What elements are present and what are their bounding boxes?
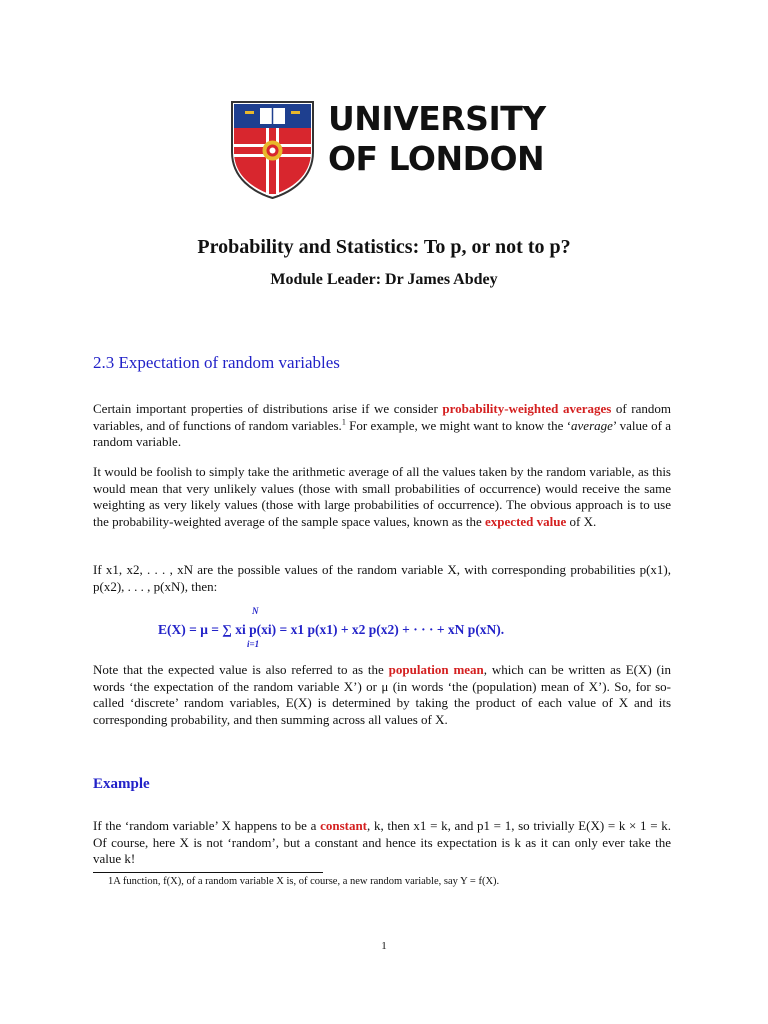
highlight-term: constant bbox=[320, 818, 368, 833]
page-number: 1 bbox=[381, 940, 387, 952]
highlight-term: population mean bbox=[388, 662, 484, 677]
paragraph-population-mean bbox=[93, 662, 671, 728]
text-run: If the ‘random variable’ X happens to be a bbox=[93, 818, 321, 833]
section-heading: 2.3 Expectation of random variables bbox=[93, 353, 340, 372]
footnote-marker: 1 bbox=[341, 417, 346, 427]
text-run: of random variables, and of functions of random variables. bbox=[93, 401, 672, 433]
sum-lower-limit: i=1 bbox=[247, 639, 260, 649]
text-run: For example, we might want to know the ‘ bbox=[345, 417, 572, 433]
text-run: , k, then x1 = k, and p1 = 1, so trivially E(X) = k × 1 = k. Of course, here X is not ‘random’, but a constant and hence its expectation is k as it can only ever take the value k! bbox=[93, 818, 671, 867]
footnote-divider bbox=[93, 872, 323, 873]
paragraph-weighted-average bbox=[93, 464, 671, 530]
text-run: Note that the expected value is also referred to as the bbox=[93, 662, 389, 677]
paragraph-example bbox=[93, 818, 671, 868]
sum-upper-limit: N bbox=[252, 606, 259, 616]
text-run: of X. bbox=[566, 513, 597, 529]
document-title: Probability and Statistics: To p, or not to p? bbox=[197, 236, 571, 258]
university-crest-icon bbox=[230, 100, 315, 200]
paragraph-definition: If x1, x2, . . . , xN are the possible values of the random variable X, with corresponding probabilities p(x1), p(x2), . . . , p(xN), then: bbox=[93, 562, 671, 594]
text-run: ’ value of a random variable. bbox=[93, 417, 671, 450]
document-subtitle: Module Leader: Dr James Abdey bbox=[270, 271, 498, 288]
paragraph-intro bbox=[93, 401, 671, 451]
formula-expression: E(X) = μ = ∑ xi p(xi) = x1 p(x1) + x2 p(x2) + · · · + xN p(xN). bbox=[158, 622, 505, 637]
logo-line-1: UNIVERSITY bbox=[328, 99, 546, 138]
text-run: It would be foolish to simply take the arithmetic average of all the values taken by the random variable, as this would mean that very unlikely values (those with small probabilities of occurrence) would receive the same weighting as very likely values (those with large probabilities of occurrence). The obvious approach is to use the probability-weighted average of the sample space values, known as the bbox=[93, 464, 671, 529]
expected-value-formula bbox=[0, 606, 768, 652]
example-heading: Example bbox=[93, 776, 150, 792]
text-run: Certain important properties of distributions arise if we consider bbox=[93, 401, 443, 416]
university-logo bbox=[230, 100, 550, 200]
text-run: , which can be written as E(X) (in words ‘the expectation of the random variable X’) or μ (in words ‘the (population) mean of X’). So, for so-called ‘discrete’ random variables, E(X) is determined by taking the product of each value of X and its corresponding probability, and then summing across all values of X. bbox=[93, 662, 671, 727]
highlight-term: probability-weighted averages bbox=[442, 401, 612, 416]
highlight-term: expected value bbox=[485, 513, 567, 529]
footnote: 1A function, f(X), of a random variable X is, of course, a new random variable, say Y = f(X). bbox=[108, 876, 500, 887]
emphasis: average bbox=[571, 417, 613, 433]
logo-line-2: OF LONDON bbox=[328, 139, 545, 178]
